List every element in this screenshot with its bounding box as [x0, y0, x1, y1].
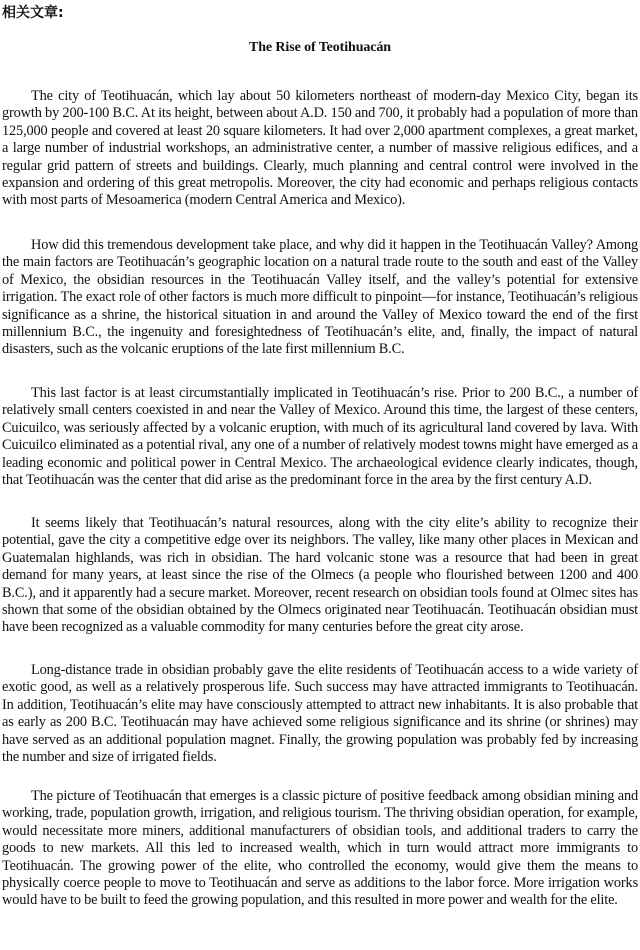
article-paragraph-2: How did this tremendous development take place, and why did it happen in the Teotihuacán Valley? Among the main factors are Teotihuacán’s geographic location on a natural trade route to the south and east of the Valley of Mexico, the obsidian resources in the Teotihuacán Valley itself, and the valley’s potential for extensive irrigation. The exact role of other factors is much more difficult to pinpoint—for instance, Teotihuacán’s religious significance as a shrine, the historical situation in and around the Valley of Mexico toward the end of the first millennium B.C., the ingenuity and foresightedness of Teotihuacán’s elite, and, finally, the impact of natural disasters, such as the volcanic eruptions of the late first millennium B.C. [2, 237, 638, 358]
article-paragraph-1: The city of Teotihuacán, which lay about 50 kilometers northeast of modern-day Mexico City, began its growth by 200-100 B.C. At its height, between about A.D. 150 and 700, it probably had a population of more than 125,000 people and covered at least 20 square kilometers. It had over 2,000 apartment complexes, a great market, a large number of industrial workshops, an administrative center, a number of massive religious edifices, and a regular grid pattern of streets and buildings. Clearly, much planning and central control were involved in the expansion and ordering of this great metropolis. Moreover, the city had economic and perhaps religious contacts with most parts of Mesoamerica (modern Central America and Mexico). [2, 88, 638, 209]
article-paragraph-5: Long-distance trade in obsidian probably gave the elite residents of Teotihuacán access to a wide variety of exotic good, as well as a relatively prosperous life. Such success may have attracted immigrants to Teotihuacán. In addition, Teotihuacán’s elite may have consciously attempted to attract new inhabitants. It is also probable that as early as 200 B.C. Teotihuacán may have achieved some religious significance and its shrine (or shrines) may have served as an additional population magnet. Finally, the growing population was probably fed by increasing the number and size of irrigated fields. [2, 662, 638, 766]
related-article-label: 相关文章: [2, 5, 64, 21]
article-paragraph-4: It seems likely that Teotihuacán’s natural resources, along with the city elite’s ability to recognize their potential, gave the city a competitive edge over its neighbors. The valley, like many other places in Mexican and Guatemalan highlands, was rich in obsidian. The hard volcanic stone was a resource that had been in great demand for many years, at least since the rise of the Olmecs (a people who flourished between 1200 and 400 B.C.), and it apparently had a secure market. Moreover, recent research on obsidian tools found at Olmec sites has shown that some of the obsidian obtained by the Olmecs originated near Teotihuacán. Teotihuacán obsidian must have been recognized as a valuable commodity for many centuries before the great city arose. [2, 515, 638, 636]
article-title: The Rise of Teotihuacán [248, 40, 391, 55]
article-paragraph-6: The picture of Teotihuacán that emerges is a classic picture of positive feedback among obsidian mining and working, trade, population growth, irrigation, and religious tourism. The thriving obsidian operation, for example, would necessitate more miners, additional manufacturers of obsidian tools, and additional traders to carry the goods to new markets. All this led to increased wealth, which in turn would attract more immigrants to Teotihuacán. The growing power of the elite, who controlled the economy, would give them the means to physically coerce people to move to Teotihuacán and serve as additions to the labor force. More irrigation works would have to be built to feed the growing population, and this resulted in more power and wealth for the elite. [2, 788, 638, 909]
article-paragraph-3: This last factor is at least circumstantially implicated in Teotihuacán’s rise. Prior to 200 B.C., a number of relatively small centers coexisted in and near the Valley of Mexico. Around this time, the largest of these centers, Cuicuilco, was seriously affected by a volcanic eruption, with much of its agricultural land covered by lava. With Cuicuilco eliminated as a potential rival, any one of a number of relatively modest towns might have emerged as a leading economic and political power in Central Mexico. The archaeological evidence clearly indicates, though, that Teotihuacán was the center that did arise as the predominant force in the area by the first century A.D. [2, 385, 638, 489]
